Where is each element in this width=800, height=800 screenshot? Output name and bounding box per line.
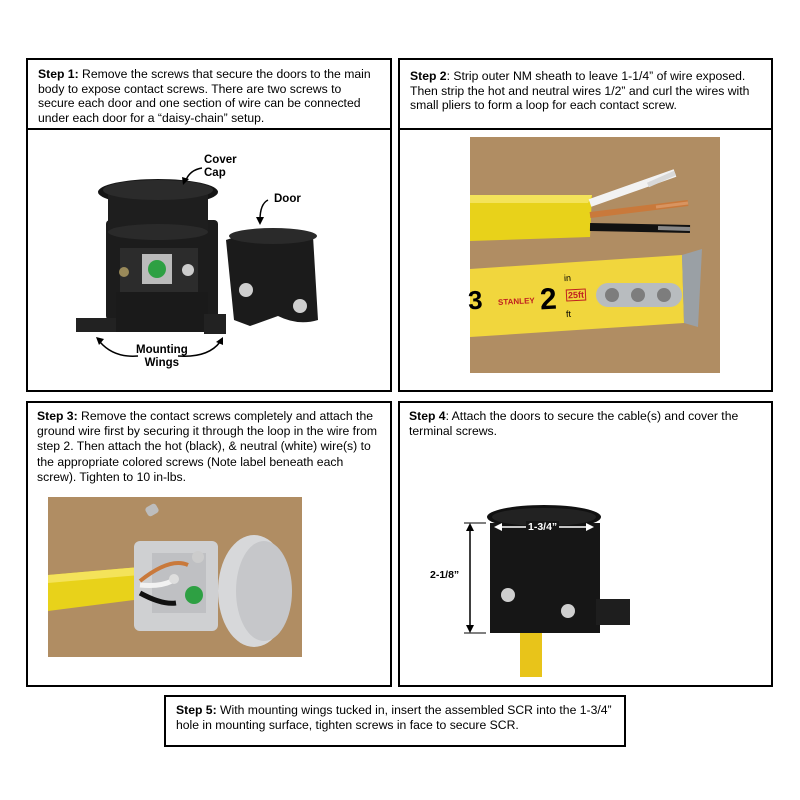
step1-image-panel [26,128,392,392]
step1-text: Remove the screws that secure the doors to the main body to expose contact screws. There are two screws to secure each door and one section of wire can be connected under each door for a “daisy-chain” setup. [38,67,371,125]
tape-number-partial: 3 [467,284,484,316]
wiring-terminal-photo [48,497,302,657]
step4-panel [398,401,773,687]
step5-label: Step 5: [176,703,217,717]
step4-body: : Attach the doors to secure the cable(s) and cover the terminal screws. [409,409,739,439]
step3-body: Remove the contact screws completely and attach the ground wire first by securing it through the loop in the wire from step 2. Then attach the hot (black), & neutral (white) wire(s) to the appropriate colored screws (Note label beneath each screw). Tighten to 10 in-lbs. [37,409,378,484]
tape-unit-in: in [563,272,572,284]
step2-label: Step 2 [410,69,447,83]
step2-text: : Strip outer NM sheath to leave 1-1/4” of wire exposed. Then strip the hot and neutral wires 1/2” and curl the wires with small pliers to form a loop for each contact screw. [410,69,750,113]
height-dimension-label: 2-1/8” [430,569,460,581]
tape-unit-ft: ft [565,308,572,320]
step2-text-box [398,58,773,130]
step3-label: Step 3: [37,409,78,423]
wire-tape-photo [467,137,720,373]
mounting-wings-callout: Mounting Wings [136,344,188,369]
width-dimension-label: 1-3/4” [528,521,558,533]
cover-cap-callout: Cover Cap [204,154,237,179]
step5-text: With mounting wings tucked in, insert the assembled SCR into the 1-3/4” hole in mounting surface, tighten screws in face to secure SCR. [176,703,612,732]
step4-label: Step 4 [409,409,446,423]
step3-text [37,409,383,485]
door-callout: Door [274,193,301,205]
step1-text-box [26,58,392,130]
tape-number-large: 2 [539,282,558,317]
tape-brand: STANLEY [497,296,535,307]
step1-label: Step 1: [38,67,79,81]
step5-text-box [164,695,626,747]
assembled-scr-illustration [400,403,771,685]
step3-panel [26,401,392,687]
tape-code: 25ft [566,288,587,301]
step2-image-panel [398,128,773,392]
